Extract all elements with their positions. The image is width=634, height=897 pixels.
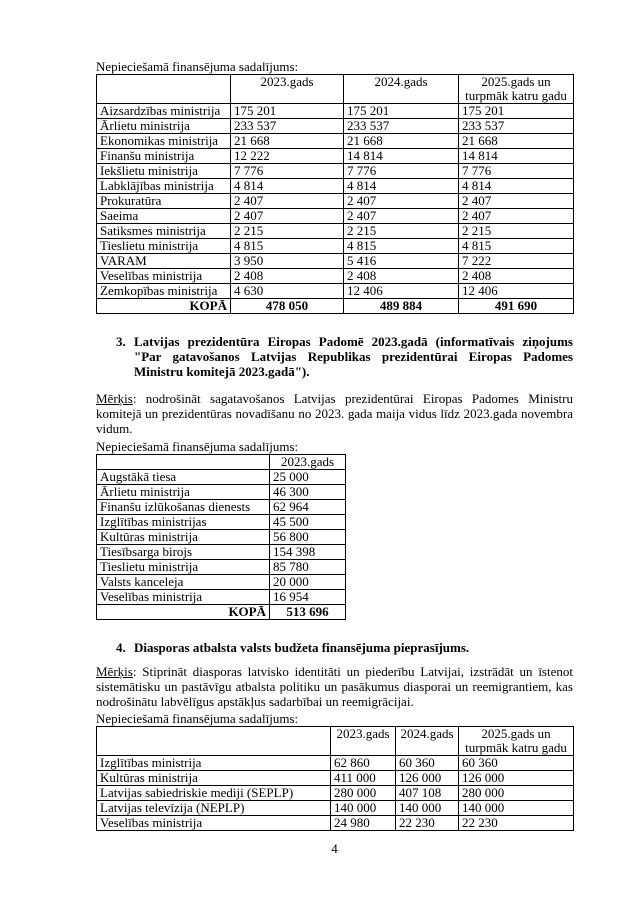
table-row — [97, 179, 574, 194]
cell-value: 4 815 — [344, 239, 459, 254]
table-row — [97, 134, 574, 149]
section4-heading: Diasporas atbalsta valsts budžeta finansējuma pieprasījums. — [134, 640, 470, 655]
total-value: 491 690 — [459, 299, 574, 314]
row-label: Ārlietu ministrija — [97, 119, 231, 134]
cell-value: 2 407 — [231, 209, 344, 224]
table-row — [97, 801, 574, 816]
cell-value: 140 000 — [331, 801, 396, 816]
cell-value: 2 215 — [231, 224, 344, 239]
cell-value: 21 668 — [459, 134, 574, 149]
table-row — [97, 485, 346, 500]
row-label: Tiesībsarga birojs — [97, 545, 270, 560]
funding-table-2 — [96, 454, 346, 620]
cell-value: 7 776 — [344, 164, 459, 179]
cell-value: 62 860 — [331, 756, 396, 771]
table-row — [97, 816, 574, 831]
column-header — [97, 455, 270, 470]
cell-value: 126 000 — [396, 771, 459, 786]
row-label: Izglītības ministrija — [97, 756, 331, 771]
row-label: Finanšu izlūkošanas dienests — [97, 500, 270, 515]
cell-value: 4 814 — [344, 179, 459, 194]
row-label: Saeima — [97, 209, 231, 224]
cell-value: 7 776 — [231, 164, 344, 179]
cell-value: 140 000 — [396, 801, 459, 816]
total-value: 513 696 — [270, 605, 346, 620]
row-label: Izglītības ministrijas — [97, 515, 270, 530]
table-row — [97, 209, 574, 224]
cell-value: 3 950 — [231, 254, 344, 269]
cell-value: 280 000 — [459, 786, 574, 801]
cell-value: 2 408 — [459, 269, 574, 284]
total-row — [97, 605, 346, 620]
row-label: Kultūras ministrija — [97, 530, 270, 545]
column-header: 2023.gads — [331, 727, 396, 756]
section3-goal — [96, 391, 573, 436]
cell-value: 2 407 — [344, 209, 459, 224]
row-label: VARAM — [97, 254, 231, 269]
row-label: Valsts kanceleja — [97, 575, 270, 590]
row-label: Veselības ministrija — [97, 269, 231, 284]
cell-value: 12 222 — [231, 149, 344, 164]
funding-table-3 — [96, 726, 574, 831]
column-header: 2023.gads — [270, 455, 346, 470]
column-header: 2024.gads — [396, 727, 459, 756]
column-header — [97, 727, 331, 756]
table-row — [97, 470, 346, 485]
header-row — [97, 75, 574, 104]
cell-value: 85 780 — [270, 560, 346, 575]
cell-value: 2 407 — [231, 194, 344, 209]
column-header: 2023.gads — [231, 75, 344, 104]
table1-caption: Nepieciešamā finansējuma sadalījums: — [96, 59, 299, 74]
row-label: Labklājības ministrija — [97, 179, 231, 194]
total-value: 478 050 — [231, 299, 344, 314]
cell-value: 21 668 — [231, 134, 344, 149]
row-label: Ārlietu ministrija — [97, 485, 270, 500]
table-row — [97, 771, 574, 786]
page-number: 4 — [331, 841, 338, 856]
table-row — [97, 786, 574, 801]
row-label: Tieslietu ministrija — [97, 239, 231, 254]
table-row — [97, 515, 346, 530]
table-row — [97, 194, 574, 209]
cell-value: 2 407 — [459, 209, 574, 224]
cell-value: 4 815 — [231, 239, 344, 254]
cell-value: 21 668 — [344, 134, 459, 149]
column-header: 2024.gads — [344, 75, 459, 104]
table-row — [97, 224, 574, 239]
cell-value: 16 954 — [270, 590, 346, 605]
row-label: Latvijas televīzija (NEPLP) — [97, 801, 331, 816]
table2-caption: Nepieciešamā finansējuma sadalījums: — [96, 439, 299, 454]
section4-number: 4. — [116, 640, 126, 655]
row-label: Kultūras ministrija — [97, 771, 331, 786]
cell-value: 45 500 — [270, 515, 346, 530]
row-label: Satiksmes ministrija — [97, 224, 231, 239]
table-row — [97, 104, 574, 119]
cell-value: 7 222 — [459, 254, 574, 269]
cell-value: 7 776 — [459, 164, 574, 179]
goal-label: Mērķis — [96, 664, 133, 679]
table-row — [97, 254, 574, 269]
cell-value: 56 800 — [270, 530, 346, 545]
cell-value: 407 108 — [396, 786, 459, 801]
cell-value: 140 000 — [459, 801, 574, 816]
row-label: Prokuratūra — [97, 194, 231, 209]
goal-text: : nodrošināt sagatavošanos Latvijas prezidentūrai Eiropas Padomes Ministru komitejā un prezidentūras novadīšanu no 2023. gada maija vidus līdz 2023.gada novembra vidum. — [96, 391, 573, 436]
total-label: KOPĀ — [97, 299, 231, 314]
section3-number: 3. — [116, 334, 126, 349]
column-header: 2025.gads un turpmāk katru gadu — [459, 75, 574, 104]
cell-value: 4 814 — [231, 179, 344, 194]
table-row — [97, 545, 346, 560]
cell-value: 24 980 — [331, 816, 396, 831]
section3-heading-block — [96, 334, 573, 379]
cell-value: 175 201 — [459, 104, 574, 119]
cell-value: 12 406 — [344, 284, 459, 299]
row-label: Aizsardzības ministrija — [97, 104, 231, 119]
cell-value: 233 537 — [459, 119, 574, 134]
cell-value: 46 300 — [270, 485, 346, 500]
total-label: KOPĀ — [97, 605, 270, 620]
table-row — [97, 284, 574, 299]
table-row — [97, 164, 574, 179]
row-label: Ekonomikas ministrija — [97, 134, 231, 149]
section4-goal — [96, 664, 573, 709]
row-label: Veselības ministrija — [97, 816, 331, 831]
cell-value: 233 537 — [344, 119, 459, 134]
cell-value: 280 000 — [331, 786, 396, 801]
table-row — [97, 756, 574, 771]
row-label: Tieslietu ministrija — [97, 560, 270, 575]
cell-value: 4 814 — [459, 179, 574, 194]
row-label: Zemkopības ministrija — [97, 284, 231, 299]
cell-value: 154 398 — [270, 545, 346, 560]
header-row — [97, 727, 574, 756]
goal-label: Mērķis — [96, 391, 133, 406]
cell-value: 4 815 — [459, 239, 574, 254]
cell-value: 126 000 — [459, 771, 574, 786]
cell-value: 14 814 — [344, 149, 459, 164]
goal-text: : Stiprināt diasporas latvisko identitāti un piederību Latvijai, izstrādāt un īstenot sistemātisku un pastāvīgu atbalsta politiku un pasākumus diasporai un reemigrantiem, kas nodrošinātu labvēlīgus apstākļus sadarbībai un reemigrācijai. — [96, 664, 573, 709]
row-label: Augstākā tiesa — [97, 470, 270, 485]
section3-heading: Latvijas prezidentūra Eiropas Padomē 2023.gadā (informatīvais ziņojums "Par gatavošanos Latvijas Republikas prezidentūrai Eiropas Padomes Ministru komitejā 2023.gadā"). — [134, 334, 573, 379]
table-row — [97, 269, 574, 284]
row-label: Veselības ministrija — [97, 590, 270, 605]
cell-value: 5 416 — [344, 254, 459, 269]
cell-value: 175 201 — [344, 104, 459, 119]
cell-value: 2 215 — [344, 224, 459, 239]
cell-value: 22 230 — [459, 816, 574, 831]
total-value: 489 884 — [344, 299, 459, 314]
table-row — [97, 239, 574, 254]
funding-table-1 — [96, 74, 574, 314]
row-label: Iekšlietu ministrija — [97, 164, 231, 179]
document-page — [96, 0, 573, 856]
cell-value: 2 407 — [459, 194, 574, 209]
cell-value: 2 407 — [344, 194, 459, 209]
cell-value: 12 406 — [459, 284, 574, 299]
table-row — [97, 560, 346, 575]
cell-value: 4 630 — [231, 284, 344, 299]
column-header — [97, 75, 231, 104]
cell-value: 2 215 — [459, 224, 574, 239]
table-row — [97, 500, 346, 515]
column-header: 2025.gads un turpmāk katru gadu — [459, 727, 574, 756]
cell-value: 14 814 — [459, 149, 574, 164]
section4-heading-block — [96, 640, 573, 655]
cell-value: 20 000 — [270, 575, 346, 590]
cell-value: 22 230 — [396, 816, 459, 831]
table-row — [97, 590, 346, 605]
total-row — [97, 299, 574, 314]
table-row — [97, 575, 346, 590]
table-row — [97, 119, 574, 134]
cell-value: 62 964 — [270, 500, 346, 515]
cell-value: 2 408 — [344, 269, 459, 284]
cell-value: 60 360 — [459, 756, 574, 771]
row-label: Latvijas sabiedriskie mediji (SEPLP) — [97, 786, 331, 801]
table3-caption: Nepieciešamā finansējuma sadalījums: — [96, 711, 299, 726]
cell-value: 60 360 — [396, 756, 459, 771]
table-row — [97, 149, 574, 164]
row-label: Finanšu ministrija — [97, 149, 231, 164]
cell-value: 2 408 — [231, 269, 344, 284]
header-row — [97, 455, 346, 470]
cell-value: 233 537 — [231, 119, 344, 134]
table-row — [97, 530, 346, 545]
cell-value: 175 201 — [231, 104, 344, 119]
cell-value: 25 000 — [270, 470, 346, 485]
cell-value: 411 000 — [331, 771, 396, 786]
